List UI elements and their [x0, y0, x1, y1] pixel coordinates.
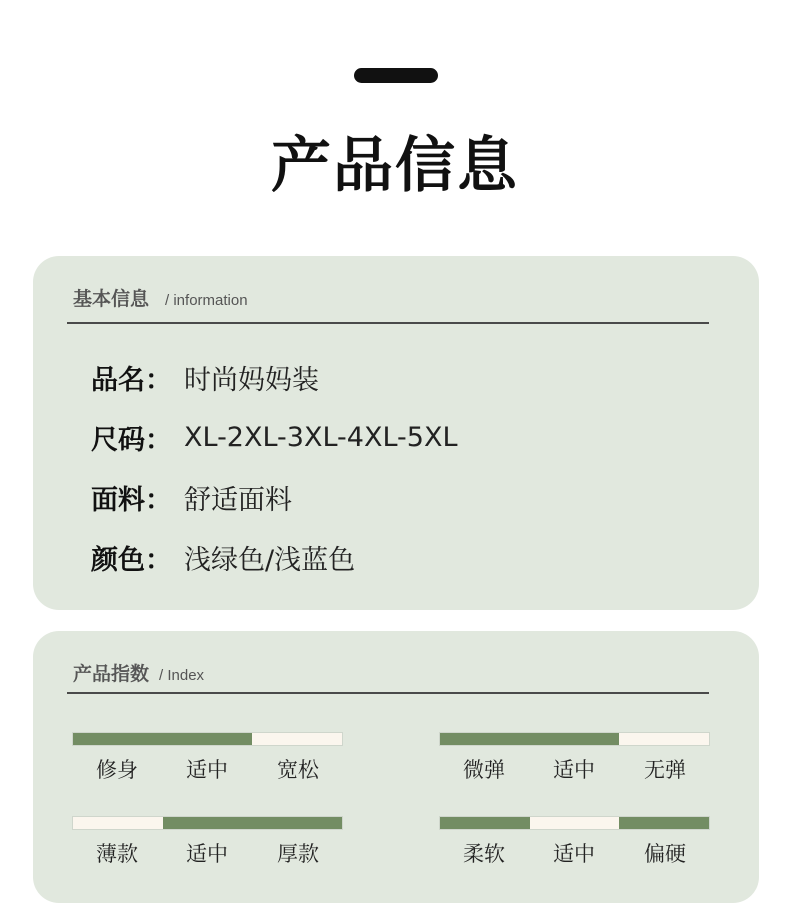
info-value: XL-2XL-3XL-4XL-5XL [184, 422, 458, 453]
scale-label: 偏硬 [644, 842, 686, 866]
info-value: 浅绿色/浅蓝色 [184, 545, 356, 576]
thickness-scale-labels [72, 838, 343, 866]
info-label: 颜色： [91, 545, 172, 576]
stretch-scale-labels [439, 754, 710, 782]
info-row-size [91, 418, 457, 457]
basic-info-divider [67, 322, 709, 324]
fit-scale-fill [73, 733, 252, 745]
fit-scale-labels [72, 754, 343, 782]
fit-scale [72, 732, 343, 782]
scale-label: 薄款 [96, 842, 138, 866]
scale-label: 适中 [186, 842, 228, 866]
product-index-divider [67, 692, 709, 694]
product-index-header [73, 659, 204, 686]
info-row-name [91, 358, 319, 397]
scale-label: 宽松 [277, 758, 319, 782]
softness-scale-fill-left [440, 817, 530, 829]
thickness-scale [72, 816, 343, 866]
fit-scale-bar [72, 732, 343, 746]
info-label: 面料： [91, 485, 172, 516]
scale-label: 微弹 [463, 758, 505, 782]
softness-scale-labels [439, 838, 710, 866]
product-index-heading-en: / Index [159, 667, 205, 684]
stretch-scale-fill [440, 733, 619, 745]
info-value: 时尚妈妈装 [184, 365, 319, 396]
scale-label: 厚款 [277, 842, 319, 866]
basic-info-card [33, 256, 759, 610]
scale-label: 适中 [553, 842, 595, 866]
product-index-card [33, 631, 759, 903]
thickness-scale-fill [163, 817, 342, 829]
product-index-heading: 产品指数 [73, 663, 150, 685]
scale-label: 适中 [186, 758, 228, 782]
basic-info-header [73, 284, 248, 311]
info-row-color [91, 538, 355, 577]
page-title: 产品信息 [271, 131, 519, 201]
softness-scale [439, 816, 710, 866]
scale-label: 柔软 [463, 842, 505, 866]
info-label: 尺码： [91, 425, 172, 456]
scale-label: 修身 [96, 758, 138, 782]
info-row-fabric [91, 478, 292, 517]
scale-label: 适中 [553, 758, 595, 782]
stretch-scale-bar [439, 732, 710, 746]
decorative-top-bar [354, 68, 438, 83]
softness-scale-fill-right [619, 817, 709, 829]
info-label: 品名： [91, 365, 172, 396]
basic-info-heading-en: / information [165, 292, 248, 309]
info-value: 舒适面料 [184, 485, 292, 516]
basic-info-heading: 基本信息 [73, 288, 150, 310]
scale-label: 无弹 [644, 758, 686, 782]
thickness-scale-bar [72, 816, 343, 830]
softness-scale-bar [439, 816, 710, 830]
stretch-scale [439, 732, 710, 782]
